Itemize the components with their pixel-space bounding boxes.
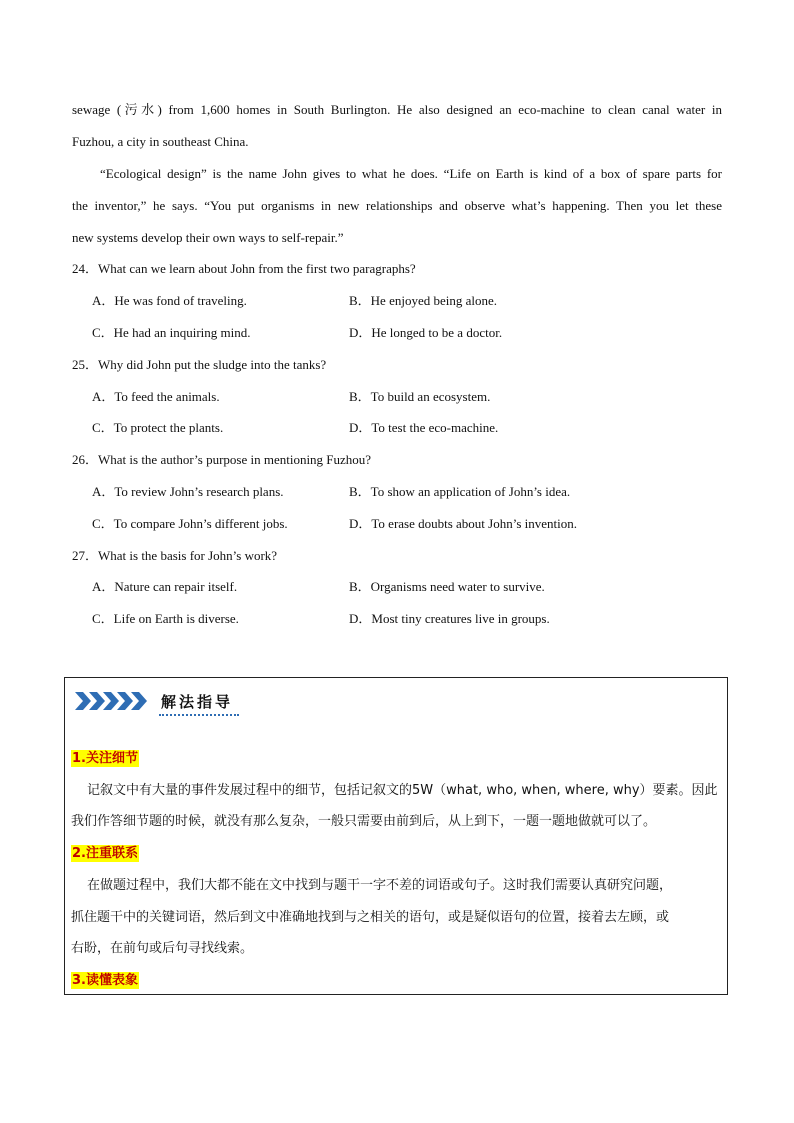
section-text: 我们作答细节题的时候，就没有那么复杂，一般只需要由前到后，从上到下，一题一题地做就可以了。 [71, 814, 657, 829]
guide-title: 解法指导 [161, 693, 234, 711]
option-a[interactable]: A．To review John’s research plans. [92, 484, 284, 499]
option-a[interactable]: A．To feed the animals. [92, 389, 220, 404]
question-stem: 25．Why did John put the sludge into the tanks? [72, 357, 327, 372]
option-c[interactable]: C．Life on Earth is diverse. [92, 611, 239, 626]
title-underline [159, 714, 239, 716]
section-heading: 1.关注细节 [72, 751, 138, 766]
passage-line: new systems develop their own ways to self-repair.” [72, 230, 344, 245]
solution-guide-box [64, 677, 728, 995]
option-d[interactable]: D．To erase doubts about John’s invention. [349, 516, 578, 531]
option-c[interactable]: C．He had an inquiring mind. [92, 325, 251, 340]
section-heading: 2.注重联系 [72, 846, 138, 861]
guide-banner [75, 688, 235, 716]
passage-line: Fuzhou, a city in southeast China. [72, 134, 249, 149]
option-a[interactable]: A．He was fond of traveling. [92, 293, 247, 308]
chevron-arrows-icon [75, 690, 157, 712]
passage-line: the inventor,” he says. “You put organisms in new relationships and observe what’s happening. Then you let these [72, 198, 722, 213]
passage-line: sewage (污水) from 1,600 homes in South Burlington. He also designed an eco-machine to clean canal water in [72, 102, 722, 117]
option-a[interactable]: A．Nature can repair itself. [92, 579, 238, 594]
option-c[interactable]: C．To protect the plants. [92, 420, 224, 435]
passage-line: “Ecological design” is the name John gives to what he does. “Life on Earth is kind of a box of spare parts for [100, 166, 722, 181]
section-text: 记叙文中有大量的事件发展过程中的细节，包括记叙文的5W（what, who, when, where, why）要素。因此 [87, 783, 718, 798]
question-stem: 27．What is the basis for John’s work? [72, 548, 278, 563]
option-c[interactable]: C．To compare John’s different jobs. [92, 516, 288, 531]
option-d[interactable]: D．He longed to be a doctor. [349, 325, 503, 340]
section-text: 在做题过程中，我们大都不能在文中找到与题干一字不差的词语或句子。这时我们需要认真研究问题， [87, 878, 673, 893]
option-b[interactable]: B．To build an ecosystem. [349, 389, 491, 404]
option-b[interactable]: B．Organisms need water to survive. [349, 579, 545, 594]
option-d[interactable]: D．To test the eco-machine. [349, 420, 499, 435]
section-text: 右盼，在前句或后句寻找线索。 [71, 941, 254, 956]
section-heading: 3.读懂表象 [72, 973, 138, 988]
option-b[interactable]: B．To show an application of John’s idea. [349, 484, 571, 499]
question-stem: 24．What can we learn about John from the first two paragraphs? [72, 261, 416, 276]
question-stem: 26．What is the author’s purpose in mentioning Fuzhou? [72, 452, 372, 467]
section-text: 抓住题干中的关键词语，然后到文中准确地找到与之相关的语句，或是疑似语句的位置，接着去左顾，或 [71, 910, 670, 925]
option-d[interactable]: D．Most tiny creatures live in groups. [349, 611, 550, 626]
option-b[interactable]: B．He enjoyed being alone. [349, 293, 498, 308]
